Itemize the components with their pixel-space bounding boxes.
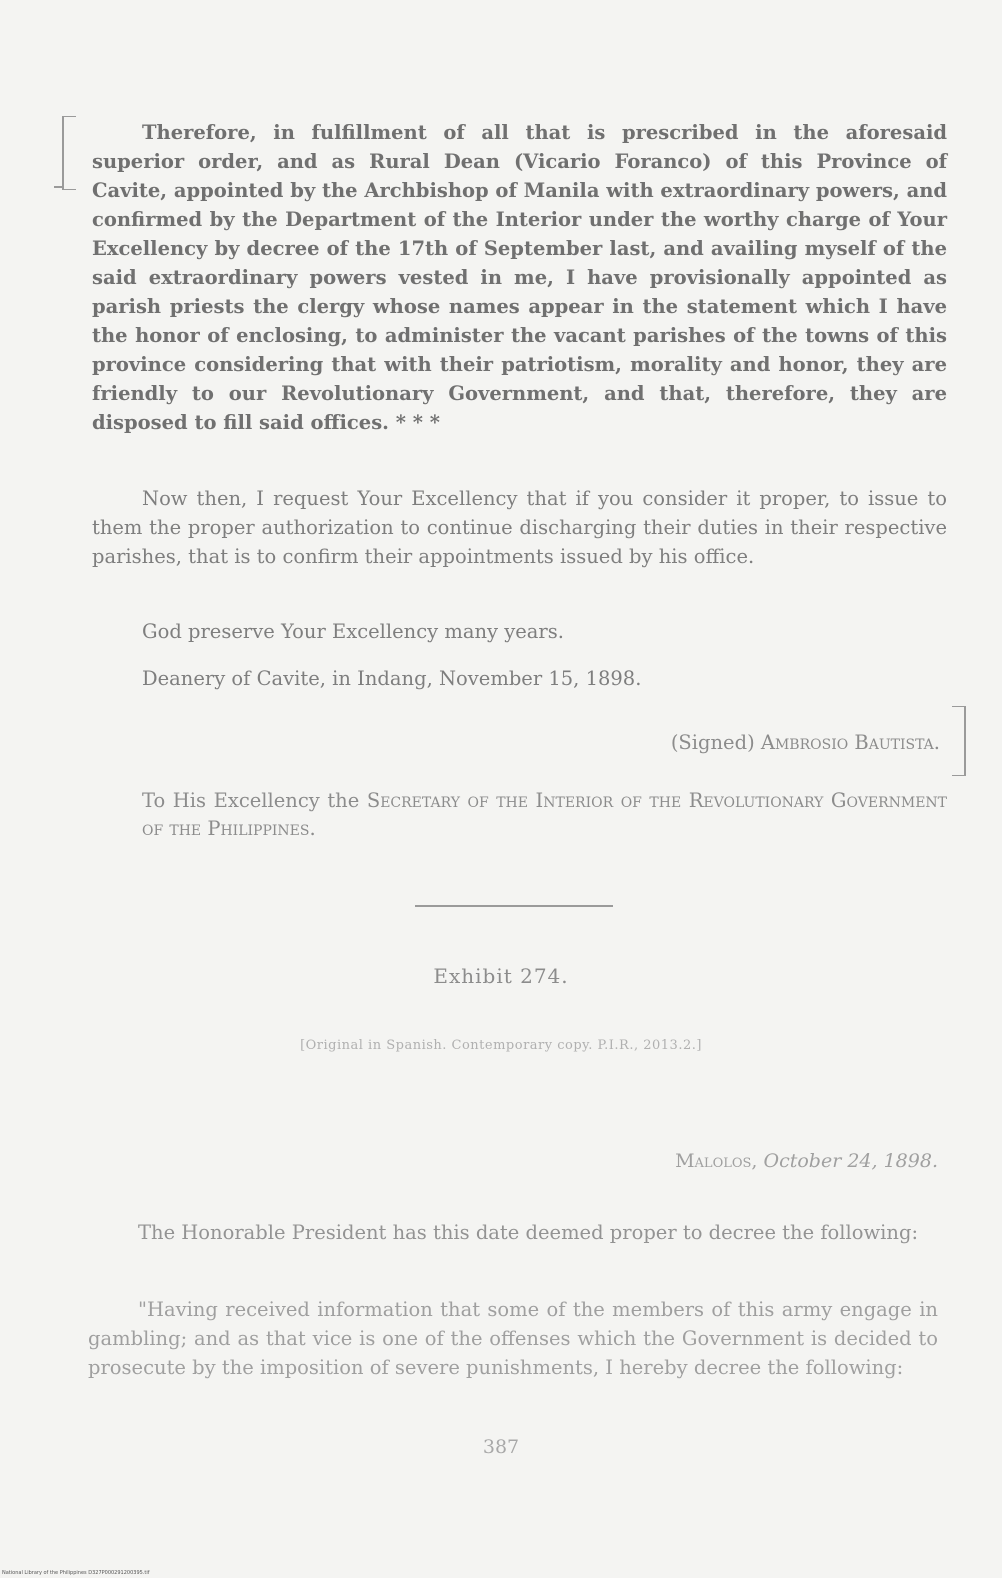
margin-bracket-left (62, 116, 76, 190)
signature-line (671, 728, 940, 757)
exhibit-paragraph-2: "Having received information that some of the members of this army engage in gambling; and as that vice is one of the offenses which the Government is decided to prosecute by the imposition of severe punishments, I hereby decree the following: (88, 1298, 938, 1379)
letter-place-date: Deanery of Cavite, in Indang, November 15, 1898. (142, 667, 642, 690)
exhibit-paragraph-1: The Honorable President has this date deemed proper to decree the following: (138, 1221, 919, 1244)
letter-closing-block (92, 617, 947, 646)
addressee-title: Secretary of the Interior of the Revolutionary Government of the Philippines. (142, 789, 948, 840)
addressee-block (142, 787, 947, 843)
letter-paragraph-1: Therefore, in fulfillment of all that is prescribed in the aforesaid superior order, and as Rural Dean (Vicario Foranco) of this Province of Cavite, appointed by the Archbishop of Manila with extraordinary powers, and confirmed by the Department of the Interior under the worthy charge of Your Excellency by decree of the 17th of September last, and availing myself of the said extraordinary powers vested in me, I have provisionally appointed as parish priests the clergy whose names appear in the statement which I have the honor of enclosing, to administer the vacant parishes of the towns of this province considering that with their patriotism, morality and honor, they are friendly to our Revolutionary Government, and that, therefore, they are disposed to fill said offices. * * * (92, 121, 948, 434)
page-number: 387 (482, 1436, 520, 1458)
exhibit-source-note: [Original in Spanish. Contemporary copy. P.I.R., 2013.2.] (300, 1038, 702, 1053)
signed-name: Ambrosio Bautista. (760, 731, 940, 754)
signed-prefix: (Signed) (670, 731, 755, 754)
margin-bracket-right (952, 706, 966, 776)
letter-body-block (92, 118, 947, 437)
addressee-prefix: To His Excellency the (142, 789, 360, 812)
letter-paragraph-2: Now then, I request Your Excellency that if you consider it proper, to issue to them the proper authorization to continue discharging their duties in their respective parishes, that is to confirm their appointments issued by his office. (92, 487, 947, 568)
section-divider (415, 905, 613, 907)
exhibit-dateline (675, 1150, 938, 1172)
letter-place-date-block (92, 664, 947, 693)
dateline-place: Malolos, (675, 1150, 758, 1172)
dateline-date: October 24, 1898. (763, 1150, 938, 1172)
letter-closing: God preserve Your Excellency many years. (142, 620, 564, 643)
footer-credit: National Library of the Philippines D327P000291200395.tif (2, 1570, 150, 1576)
letter-request-block (92, 484, 947, 571)
margin-bracket-left-tick (54, 186, 64, 188)
exhibit-decree-block (88, 1295, 938, 1382)
exhibit-title: Exhibit 274. (433, 964, 569, 988)
exhibit-body-block (88, 1218, 938, 1247)
